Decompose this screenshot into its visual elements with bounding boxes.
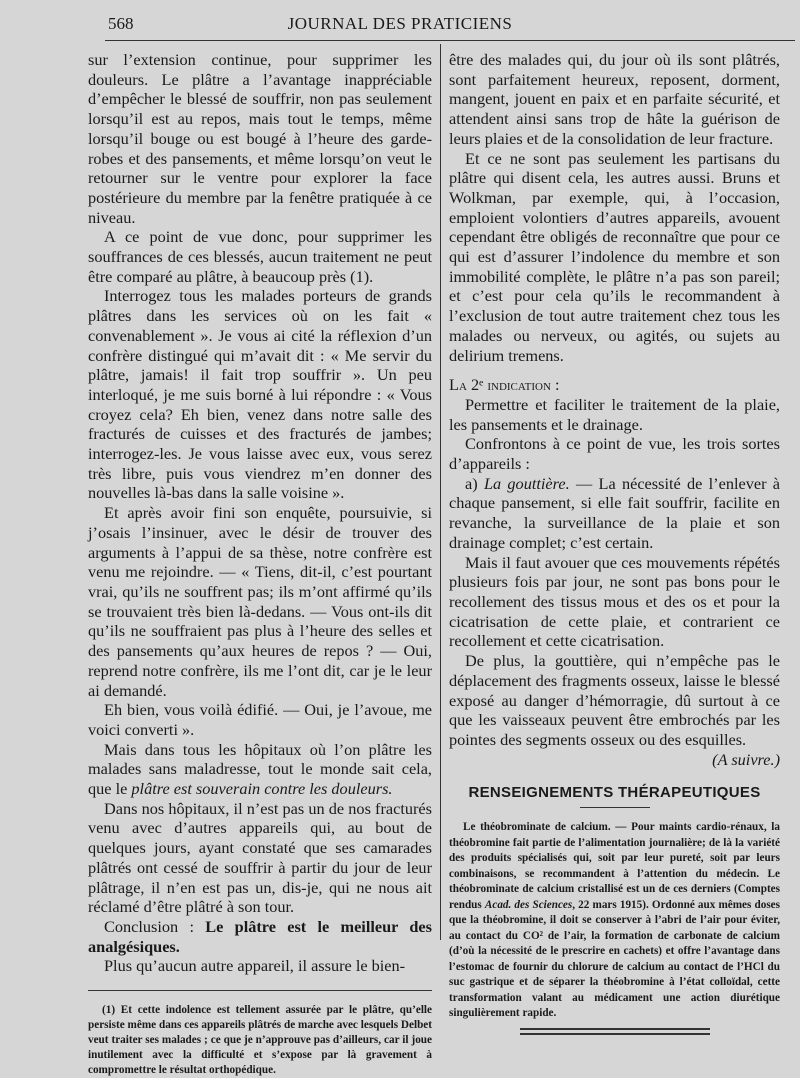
indication-label: La 2ᵉ indication : — [449, 375, 560, 395]
column-divider — [440, 44, 441, 940]
text-run: — La nécessité de l’enlever à chaque pansement, si elle fait souffrir, facilite en revanche, la surveillance de la plaie et son drainage complet; c’est certain. — [449, 473, 781, 552]
paragraph: sur l’extension continue, pour supprimer les douleurs. Le plâtre a l’avantage inappréciable d’empêcher le blessé de souffrir, non pas seulement lorsqu’il est au repos, mais tout le temps, même lorsqu’il bouge ou est bougé à l’heure des garde-robes et des pansements, et même lorsqu’on veut le retourner sur le ventre pour explorer la face postérieure du membre par la fenêtre pratiquée à ce niveau. — [88, 50, 432, 227]
page-number: 568 — [108, 14, 134, 33]
paragraph: Permettre et faciliter le traitement de la plaie, les pansements et le drainage. — [449, 394, 780, 434]
paragraph: Eh bien, vous voilà édifié. — Oui, je l’avoue, me voici converti ». — [88, 700, 432, 739]
bold-conclusion: Le plâtre est le meilleur des analgésiques. — [88, 916, 432, 956]
end-rule-line — [520, 1033, 710, 1035]
paragraph: A ce point de vue donc, pour supprimer les souffrances de ces blessés, aucun traitement ne peut être comparé au plâtre, à beaucoup près (1). — [88, 227, 432, 286]
right-column — [449, 50, 780, 1038]
paragraph: De plus, la gouttière, qui n’empêche pas le déplacement des fragments osseux, laisse le blessé exposé au danger d’hémorragie, dû surtout à ce que les vaisseaux peuvent être embrochés par les pointes des segments osseux ou des esquilles. — [449, 651, 780, 749]
italic-phrase: La gouttière. — [483, 473, 570, 493]
left-column — [88, 50, 432, 1078]
paragraph: Mais il faut avouer que ces mouvements répétés plusieurs fois par jour, ne sont pas bons pour le recollement des tissus mous et des os et pour la cicatrisation de cette plaie, et contrarient ce recollement et cette cicatrisation. — [449, 552, 780, 651]
note-paragraph — [449, 820, 780, 1022]
paragraph: Dans nos hôpitaux, il n’est pas un de nos fracturés venu avec d’autres appareils qui, au bout de quelques jours, ayant constaté que ses camarades plâtrés ont cessé de souffrir à partir du jour de leur plâtrage, il n’en est pas un, dis-je, qui ne nous ait réclamé d’être plâtré à son tour. — [88, 798, 432, 917]
paragraph: Plus qu’aucun autre appareil, il assure le bien- — [104, 956, 406, 976]
end-rule-line — [520, 1028, 710, 1030]
footnote-text: (1) Et cette indolence est tellement assurée par le plâtre, qu’elle persiste même dans ces appareils plâtrés de marche avec lesquels Delbet veut traiter ses malades ; ce que je n’approuve pas d’ailleurs, car il joue inutilement avec la difficulté et s’expose par là gravement à compromettre le résultat orthopédique. — [88, 1004, 432, 1077]
paragraph: Interrogez tous les malades porteurs de grands plâtres dans les services où on les fait « convenablement ». Je vous ai cité la réflexion d’un confrère distingué qui m’avait dit : « Me servir du plâtre, jamais! il fait trop souffrir ». Un peu interloqué, je me suis borné à lui répondre : « Vous croyez cela? Eh bien, venez dans notre salle des fracturés de cuisses et des fracturés de jambes; interrogez-les. Je vous laisse avec eux, vous serez très libre, puis vous viendrez m’en donner des nouvelles là-bas dans la salle voisine ». — [88, 286, 432, 503]
footnote-rule — [88, 990, 432, 991]
footnote — [88, 1003, 432, 1078]
italic-phrase: plâtre est souverain contre les douleurs. — [131, 779, 393, 799]
paragraph — [449, 474, 780, 553]
paragraph: Et après avoir fini son enquête, poursuivie, si j’osais l’insinuer, avec le désir de trouver des arguments à l’appui de sa thèse, notre confrère est venu me rejoindre. — « Tiens, dit-il, c’est pourtant vrai, qu’ils ne souffrent pas; ils m’ont affirmé qu’ils se trouvaient très bien là-dedans. — Vous ont-ils dit qu’ils ne souffraient pas plus à l’heure des selles et des pansements qu’aux heures de repos ? — Oui, reprend notre confrère, ils me l’ont dit, car je le leur ai demandé. — [88, 503, 432, 700]
end-rule — [520, 1028, 710, 1035]
text-run: Mais dans tous les hôpitaux où l’on plâtre les malades sans maladresse, tout le monde sait cela, que le — [88, 739, 432, 799]
therapeutic-note — [449, 820, 780, 1022]
heading-rule — [580, 807, 650, 808]
text-run: Conclusion : — [104, 916, 206, 936]
note-title: Le théobrominate de calcium. — [463, 821, 611, 834]
italic-phrase: Acad. des Sciences — [484, 898, 573, 911]
text-run: , 22 mars 1915). Ordonné aux mêmes doses que la théobromine, il doit se conserver à l’abri de l’air pour éviter, au contact du CO² de l’air, la formation de carbonate de calcium (d’où la nécessité de le prescrire en cachets) et offre l’avantage dans l’estomac de fournir du chlorure de calcium au contact de l’HCl du suc gastrique et de séparer la théobromine à l’état colloïdal, cette transformation valant au médicament une action diurétique singulièrement rapide. — [449, 898, 780, 1020]
paragraph: être des malades qui, du jour où ils sont plâtrés, sont parfaitement heureux, reposent, dorment, mangent, jouent en paix et en parfaite sécurité, et attendent ainsi sans trop de hâte la guérison de leurs plaies et de la consolidation de leur fracture. — [449, 50, 780, 148]
text-run: a) — [465, 473, 484, 493]
section-heading: RENSEIGNEMENTS THÉRAPEUTIQUES — [468, 784, 761, 802]
paragraph: Et ce ne sont pas seulement les partisans du plâtre qui disent cela, les autres aussi. Bruns et Wolkman, par exemple, qui, à l’occasion, emploient volontiers d’autres appareils, avouent cependant être obligés de reconnaître que pour ce qui est d’assurer l’indolence du membre et son immobilité complète, le plâtre n’a pas son pareil; et c’est pour cela qu’ils le recommandent à l’exclusion de tout autre traitement chez tous les malades ou nerveux, ou agités, ou sujets au delirium tremens. — [449, 148, 780, 365]
paragraph — [88, 740, 432, 799]
paragraph: Confrontons à ce point de vue, les trois sortes d’appareils : — [449, 434, 780, 474]
journal-title: JOURNAL DES PRATICIENS — [287, 14, 513, 33]
header-rule — [105, 40, 795, 41]
running-head — [0, 14, 800, 38]
conclusion-paragraph — [88, 917, 432, 956]
to-be-continued: (A suivre.) — [712, 749, 780, 769]
text-run: — Pour maints cardio-rénaux, la théobromine fait partie de l’alimentation journalière; de là la variété des produits spécialisés qui, soit par leur pureté, soit par leurs combinaisons, se recommandent à l’attention du médecin. Le théobrominate de calcium cristallisé est un de ces derniers (Comptes rendus — [449, 821, 780, 911]
